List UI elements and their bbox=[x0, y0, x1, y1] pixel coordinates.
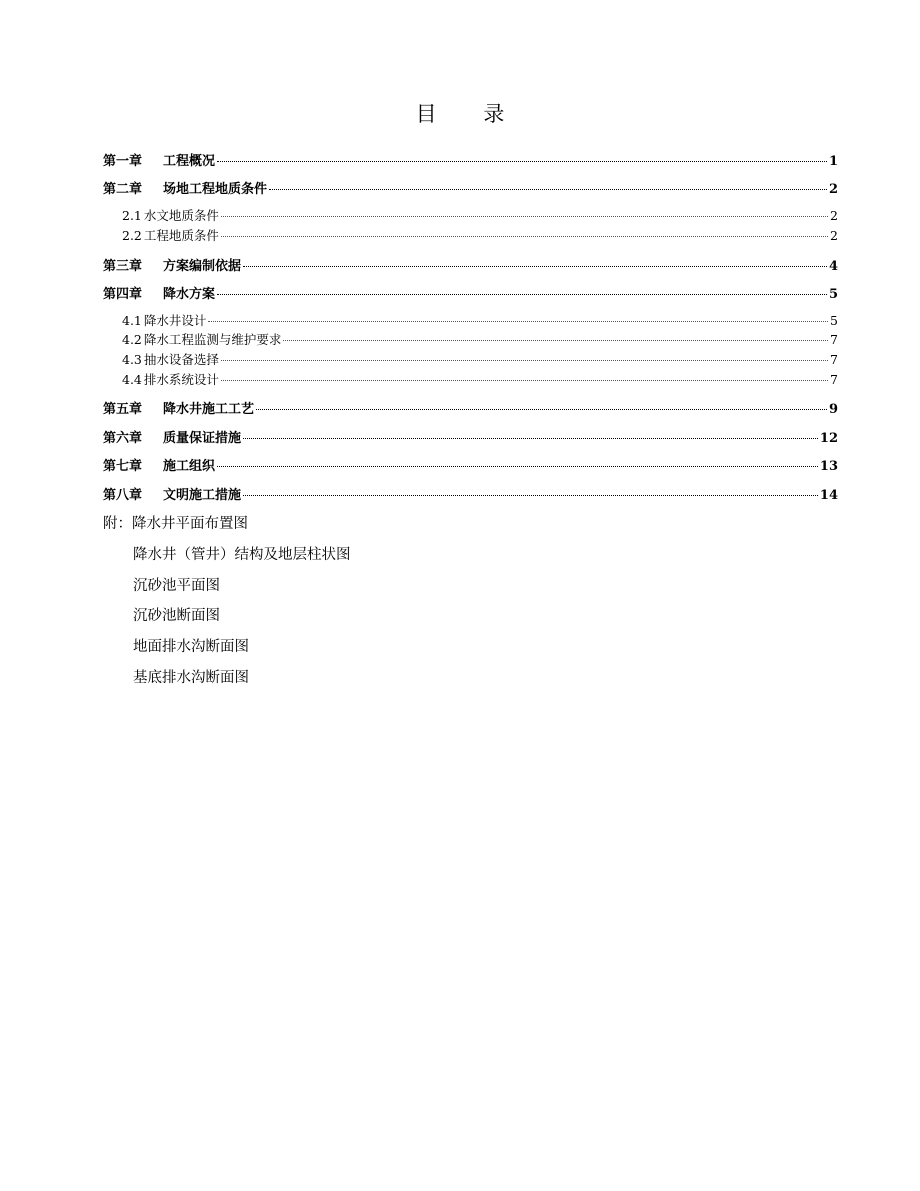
dot-leader bbox=[243, 495, 818, 496]
chapter-title: 降水方案 bbox=[163, 287, 216, 302]
toc-entry-chapter-1[interactable] bbox=[103, 150, 838, 169]
chapter-number: 第一章 bbox=[103, 154, 143, 169]
section-title: 水文地质条件 bbox=[143, 208, 219, 223]
section-number: 2.1 bbox=[122, 208, 142, 223]
chapter-title: 文明施工措施 bbox=[163, 488, 242, 503]
page-number: 2 bbox=[830, 208, 838, 223]
page-number: 12 bbox=[819, 431, 838, 446]
chapter-title: 施工组织 bbox=[163, 459, 216, 474]
dot-leader bbox=[243, 438, 818, 439]
chapter-title: 方案编制依据 bbox=[163, 259, 242, 274]
section-title: 降水工程监测与维护要求 bbox=[143, 332, 282, 347]
toc-entry-section-4-3[interactable] bbox=[103, 350, 838, 368]
chapter-number: 第五章 bbox=[103, 402, 143, 417]
dot-leader bbox=[217, 466, 818, 467]
toc-entry-chapter-7[interactable] bbox=[103, 455, 838, 474]
chapter-number: 第四章 bbox=[103, 287, 143, 302]
chapter-number: 第二章 bbox=[103, 182, 143, 197]
section-number: 4.4 bbox=[122, 372, 142, 387]
page-number: 5 bbox=[830, 313, 838, 328]
toc-entry-section-4-4[interactable] bbox=[103, 370, 838, 388]
section-title: 排水系统设计 bbox=[143, 372, 219, 387]
chapter-title: 质量保证措施 bbox=[163, 431, 242, 446]
page-number: 1 bbox=[828, 154, 838, 169]
section-number: 4.2 bbox=[122, 332, 142, 347]
page-number: 14 bbox=[819, 488, 838, 503]
chapter-number: 第八章 bbox=[103, 488, 143, 503]
chapter-number: 第六章 bbox=[103, 431, 143, 446]
toc-entry-chapter-2[interactable] bbox=[103, 178, 838, 197]
appendix-item: 降水井（管井）结构及地层柱状图 bbox=[133, 547, 351, 563]
chapter-title: 场地工程地质条件 bbox=[163, 182, 268, 197]
section-title: 降水井设计 bbox=[143, 313, 207, 328]
page-number: 7 bbox=[830, 332, 838, 347]
appendix-item: 沉砂池平面图 bbox=[133, 578, 220, 594]
dot-leader bbox=[221, 380, 828, 381]
dot-leader bbox=[217, 161, 827, 162]
section-title: 抽水设备选择 bbox=[143, 352, 219, 367]
toc-entry-section-4-1[interactable] bbox=[103, 311, 838, 329]
page-number: 2 bbox=[828, 182, 838, 197]
dot-leader bbox=[221, 360, 828, 361]
page-number: 5 bbox=[828, 287, 838, 302]
appendix-item: 沉砂池断面图 bbox=[133, 608, 220, 624]
toc-entry-chapter-3[interactable] bbox=[103, 255, 838, 274]
chapter-number: 第七章 bbox=[103, 459, 143, 474]
toc-entry-chapter-5[interactable] bbox=[103, 398, 838, 417]
dot-leader bbox=[221, 236, 828, 237]
page-number: 2 bbox=[830, 228, 838, 243]
toc-entry-section-2-1[interactable] bbox=[103, 206, 838, 224]
section-number: 4.1 bbox=[122, 313, 142, 328]
dot-leader bbox=[221, 216, 828, 217]
dot-leader bbox=[208, 321, 828, 322]
toc-entry-chapter-4[interactable] bbox=[103, 283, 838, 302]
page-number: 9 bbox=[828, 402, 838, 417]
chapter-title: 工程概况 bbox=[163, 154, 216, 169]
dot-leader bbox=[217, 294, 827, 295]
toc-entry-chapter-8[interactable] bbox=[103, 484, 838, 503]
section-title: 工程地质条件 bbox=[143, 228, 219, 243]
chapter-title: 降水井施工工艺 bbox=[163, 402, 255, 417]
appendix-item: 地面排水沟断面图 bbox=[133, 639, 249, 655]
appendix-item: 基底排水沟断面图 bbox=[133, 670, 249, 686]
dot-leader bbox=[256, 409, 827, 410]
appendix-heading: 附：降水井平面布置图 bbox=[103, 516, 248, 532]
page-number: 13 bbox=[819, 459, 838, 474]
page-number: 7 bbox=[830, 372, 838, 387]
chapter-number: 第三章 bbox=[103, 259, 143, 274]
page-number: 7 bbox=[830, 352, 838, 367]
page-number: 4 bbox=[828, 259, 838, 274]
section-number: 4.3 bbox=[122, 352, 142, 367]
section-number: 2.2 bbox=[122, 228, 142, 243]
toc-entry-section-4-2[interactable] bbox=[103, 330, 838, 348]
dot-leader bbox=[269, 189, 827, 190]
toc-entry-section-2-2[interactable] bbox=[103, 226, 838, 244]
dot-leader bbox=[243, 266, 827, 267]
page-title: 目 录 bbox=[415, 102, 525, 126]
toc-entry-chapter-6[interactable] bbox=[103, 427, 838, 446]
dot-leader bbox=[283, 340, 828, 341]
